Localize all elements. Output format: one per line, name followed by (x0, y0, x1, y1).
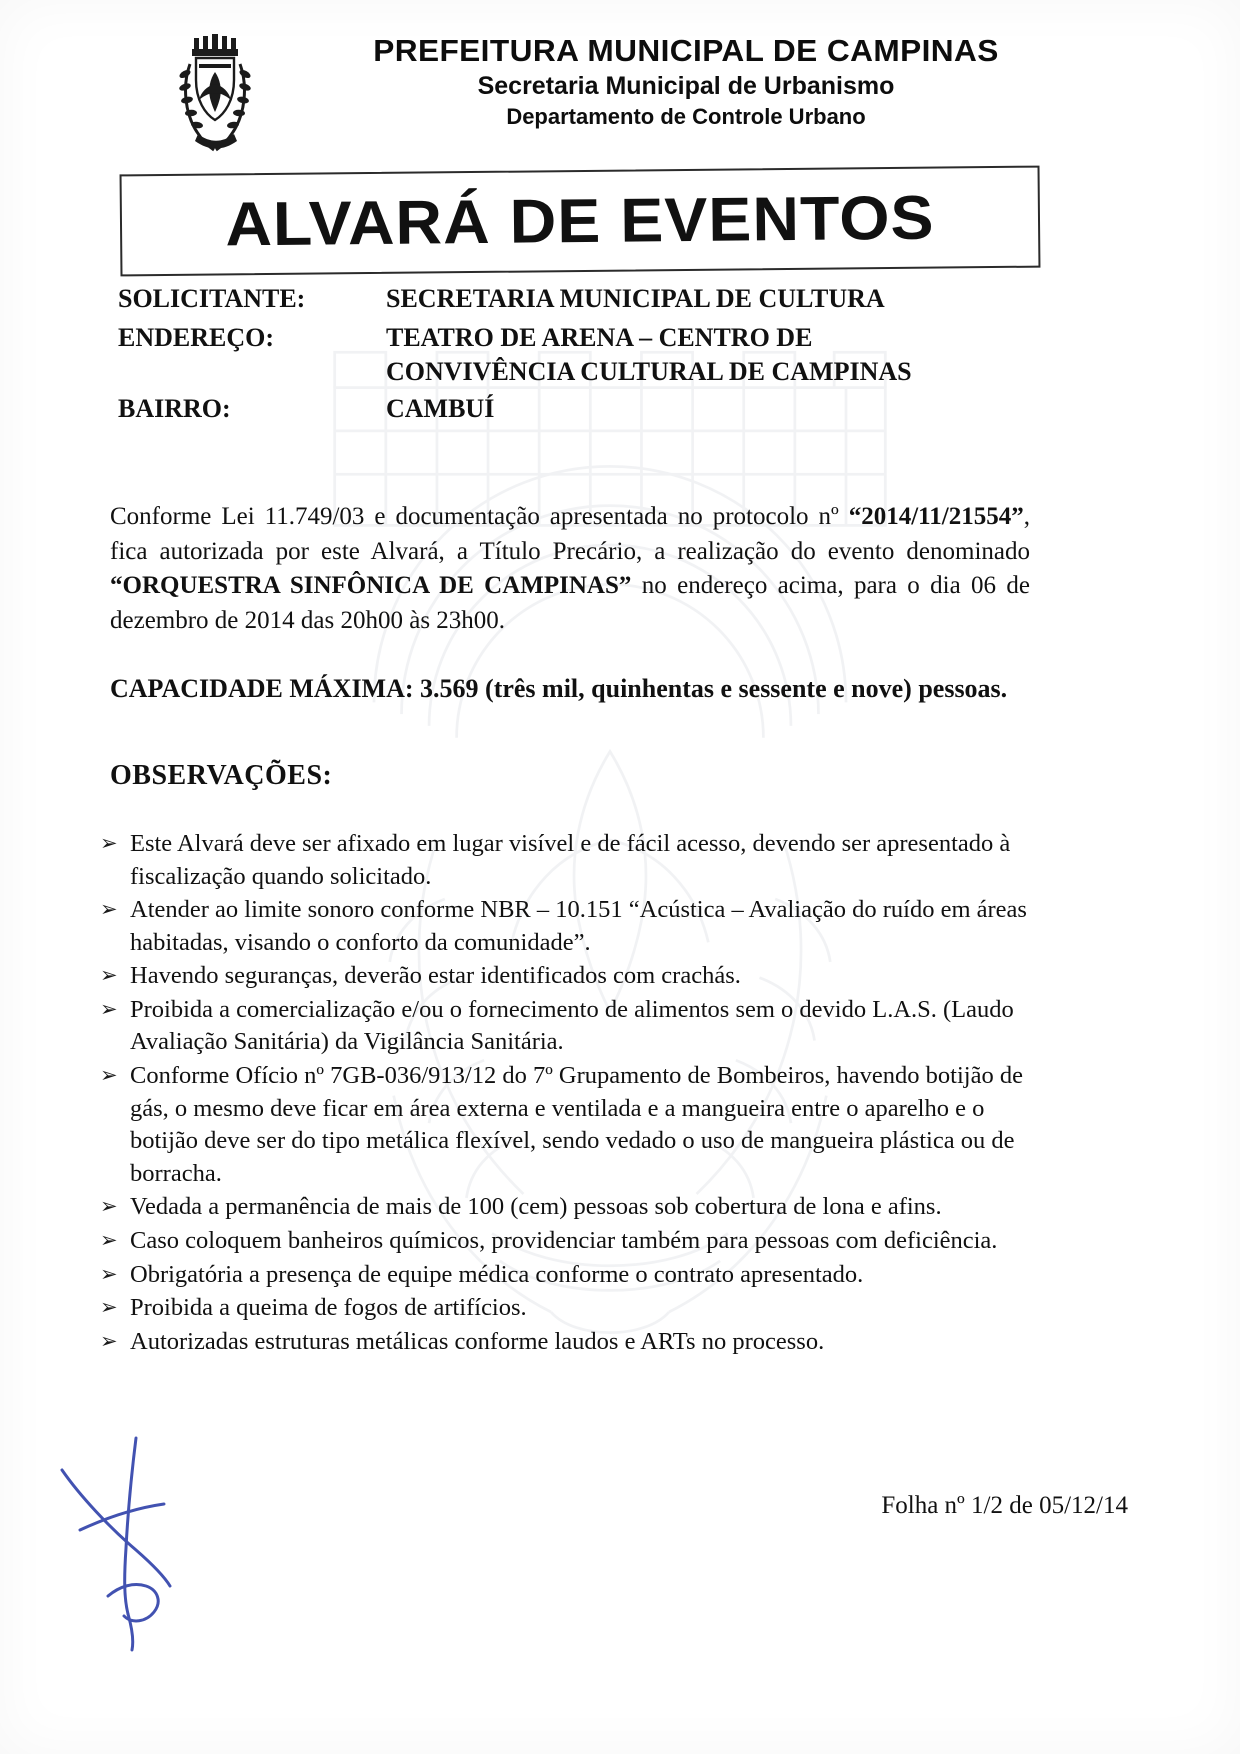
list-item (100, 1292, 1030, 1325)
list-item (100, 894, 1030, 959)
arrow-bullet-icon: ➢ (100, 1194, 118, 1219)
list-item (100, 1060, 1030, 1190)
maximum-capacity: CAPACIDADE MÁXIMA: 3.569 (três mil, quinhentas e sessente e nove) pessoas. (110, 674, 1008, 703)
endereco-label: ENDEREÇO: (118, 323, 275, 353)
list-item (100, 1326, 1030, 1359)
observation-text: Autorizadas estruturas metálicas conforme laudos e ARTs no processo. (130, 1327, 825, 1355)
org-name-line1: PREFEITURA MUNICIPAL DE CAMPINAS (373, 33, 999, 68)
arrow-bullet-icon: ➢ (100, 897, 118, 922)
observation-text: Este Alvará deve ser afixado em lugar visível e de fácil acesso, devendo ser apresentado à fiscalização quando solicitado. (130, 830, 1011, 890)
list-item (100, 994, 1030, 1059)
page-title: ALVARÁ DE EVENTOS (225, 183, 935, 259)
arrow-bullet-icon: ➢ (100, 1328, 118, 1353)
observation-text: Caso coloquem banheiros químicos, providenciar também para pessoas com deficiência. (130, 1226, 998, 1254)
applicant-details (118, 282, 1118, 427)
body-part1: Conforme Lei 11.749/03 e documentação apresentada no protocolo nº (110, 503, 849, 530)
arrow-bullet-icon: ➢ (100, 996, 118, 1021)
list-item (100, 960, 1030, 993)
observation-text: Havendo seguranças, deverão estar identificados com crachás. (130, 962, 741, 990)
protocol-number: “2014/11/21554” (848, 503, 1024, 530)
body-part3: no endereço acima, para o dia 06 de dezembro de 2014 das 20h00 às 23h00. (110, 572, 1030, 634)
solicitante-label: SOLICITANTE: (118, 284, 306, 313)
solicitante-value: SECRETARIA MUNICIPAL DE CULTURA (386, 284, 885, 313)
observation-text: Vedada a permanência de mais de 100 (cem) pessoas sob cobertura de lona e afins. (130, 1193, 942, 1221)
org-name-line2: Secretaria Municipal de Urbanismo (477, 71, 895, 100)
endereco-value-line1: TEATRO DE ARENA – CENTRO DE (386, 323, 813, 353)
observation-text: Proibida a queima de fogos de artifícios. (130, 1294, 527, 1322)
bairro-label: BAIRRO: (118, 393, 231, 423)
arrow-bullet-icon: ➢ (100, 1063, 118, 1088)
observations-heading: OBSERVAÇÕES: (110, 760, 333, 791)
folha-number: Folha nº 1/2 de 05/12/14 (881, 1492, 1128, 1519)
field-row-bairro (118, 392, 1118, 425)
handwritten-signature-icon (40, 1400, 300, 1660)
arrow-bullet-icon: ➢ (100, 963, 118, 988)
list-item (100, 1259, 1030, 1292)
event-name: “ORQUESTRA SINFÔNICA DE CAMPINAS” (110, 572, 632, 599)
document-header (0, 34, 1240, 152)
list-item (100, 1191, 1030, 1224)
body-part2: , fica autorizada por este Alvará, a Título Precário, a realização do evento denominado (110, 503, 1030, 565)
organization-heading (286, 34, 1086, 130)
observation-text: Proibida a comercialização e/ou o fornecimento de alimentos sem o devido L.A.S. (Laudo Avaliação Sanitária) da Vigilância Sanitária. (130, 995, 1014, 1056)
observation-text: Conforme Ofício nº 7GB-036/913/12 do 7º Grupamento de Bombeiros, havendo botijão de gás, o mesmo deve ficar em área externa e ventilada e a mangueira entre o aparelho e o botijão deve ser do tipo metálica flexível, sendo vedado o uso de mangueira plástica ou de borracha. (130, 1062, 1023, 1187)
arrow-bullet-icon: ➢ (100, 1227, 118, 1252)
bairro-value: CAMBUÍ (386, 393, 495, 423)
coat-of-arms-icon (168, 34, 264, 152)
document-title-banner (120, 166, 1041, 277)
endereco-value (386, 321, 1118, 388)
observation-text: Obrigatória a presença de equipe médica conforme o contrato apresentado. (130, 1260, 864, 1288)
org-name-line3: Departamento de Controle Urbano (506, 103, 866, 129)
arrow-bullet-icon: ➢ (100, 1295, 118, 1320)
observations-list (100, 828, 1030, 1359)
observation-text: Atender ao limite sonoro conforme NBR – 10.151 “Acústica – Avaliação do ruído em áreas habitadas, visando o conforto da comunidade”. (130, 896, 1027, 956)
endereco-value-line2: CONVIVÊNCIA CULTURAL DE CAMPINAS (386, 356, 912, 386)
arrow-bullet-icon: ➢ (100, 831, 118, 855)
list-item (100, 828, 1030, 893)
authorization-paragraph (110, 500, 1030, 638)
list-item (100, 1225, 1030, 1258)
field-row-endereco (118, 321, 1118, 388)
arrow-bullet-icon: ➢ (100, 1261, 118, 1286)
page-footer (0, 1492, 1240, 1520)
field-row-solicitante (118, 282, 1118, 315)
